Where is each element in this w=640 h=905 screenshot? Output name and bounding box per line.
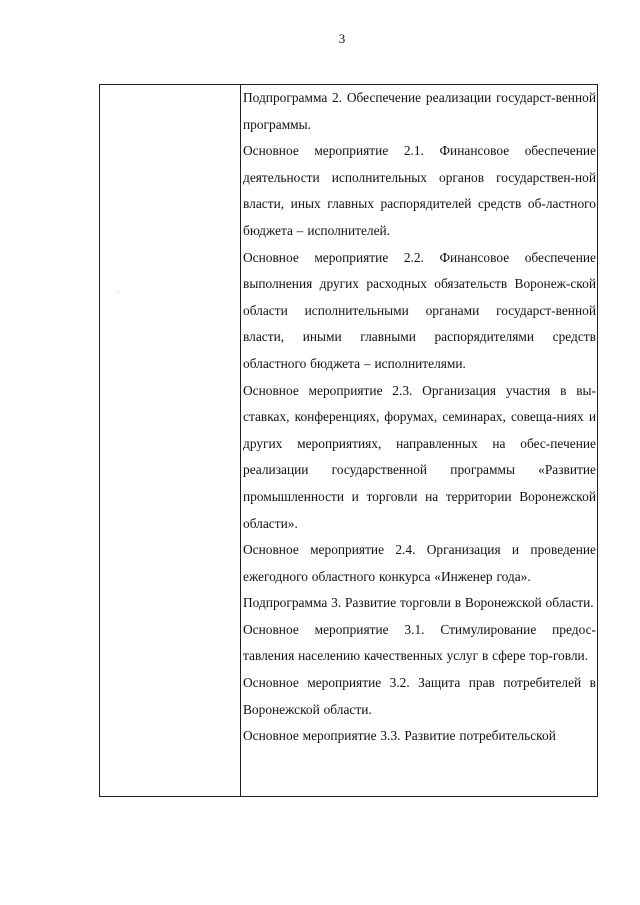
paragraph-measure-3-2: Основное мероприятие 3.2. Защита прав потребителей в Воронежской области.: [243, 675, 596, 717]
program-table: [99, 84, 598, 797]
paragraph-measure-3-1: Основное мероприятие 3.1. Стимулирование предос-тавления населению качественных услуг в сфере тор-говли.: [243, 621, 596, 664]
paragraph-measure-3-3: Основное мероприятие 3.3. Развитие потребительской: [243, 728, 556, 744]
right-cell: [241, 85, 598, 797]
page-number: 3: [338, 31, 346, 46]
paragraph-subprogram-2: Подпрограмма 2. Обеспечение реализации государст-венной программы.: [243, 90, 596, 132]
left-cell: [100, 85, 241, 797]
table-row: [100, 85, 598, 797]
paragraph-measure-2-1: Основное мероприятие 2.1. Финансовое обеспечение деятельности исполнительных органов государствен-ной власти, иных главных распорядителей средств об-ластного бюджета – исполнителей.: [243, 143, 596, 238]
paragraph-subprogram-3: Подпрограмма 3. Развитие торговли в Воронежской области.: [243, 595, 594, 611]
right-cell-content: [241, 85, 597, 796]
paragraph-measure-2-2: Основное мероприятие 2.2. Финансовое обеспечение выполнения других расходных обязательств Воронеж-ской области исполнительными органами государст-венной власти, иными главными распорядителями средств областного бюджета – исполнителями.: [243, 249, 596, 371]
paragraph-measure-2-4: Основное мероприятие 2.4. Организация и проведение ежегодного областного конкурса «Инженер года».: [243, 542, 596, 584]
paragraph-measure-2-3: Основное мероприятие 2.3. Организация участия в вы-ставках, конференциях, форумах, семинарах, совеща-ниях и других мероприятиях, направленных на обес-печение реализации государственной программы «Развитие промышленности и торговли на территории Воронежской области».: [243, 382, 596, 531]
